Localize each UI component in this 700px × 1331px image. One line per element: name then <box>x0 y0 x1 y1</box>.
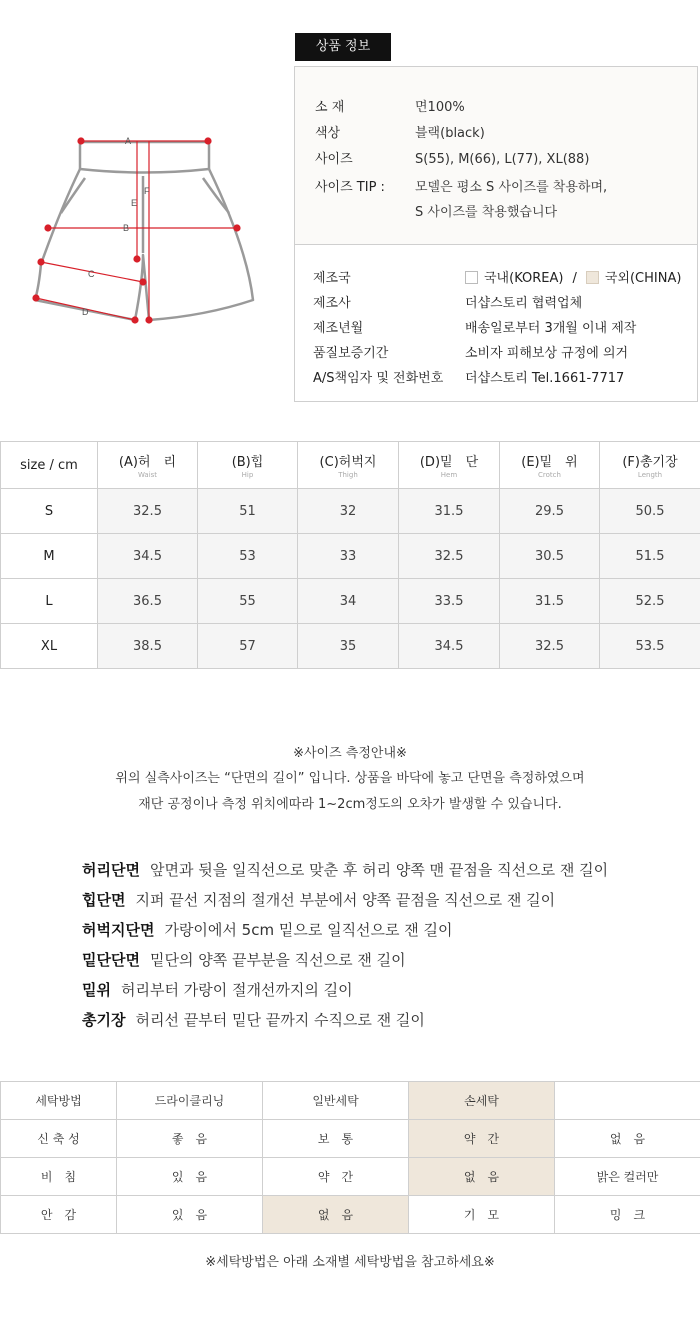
definition-desc: 앞면과 뒷을 일직선으로 맞춘 후 허리 양쪽 맨 끝점을 직선으로 잰 길이 <box>149 861 609 879</box>
spec-color-value: 블랙(black) <box>415 126 485 141</box>
care-option: 밝은 컬러만 <box>555 1158 700 1196</box>
care-option-selected: 손세탁 <box>409 1082 555 1120</box>
size-table-corner: size / cm <box>1 442 98 489</box>
label-a: A <box>125 136 132 146</box>
size-cell: 34.5 <box>399 624 500 669</box>
size-cell: 32.5 <box>500 624 600 669</box>
definition-term: 허리단면 <box>82 861 140 879</box>
made-date-label: 제조년월 <box>313 321 364 336</box>
size-cell: 57 <box>198 624 298 669</box>
care-row-wash <box>1 1082 700 1120</box>
care-footer-note: ※세탁방법은 아래 소재별 세탁방법을 참고하세요※ <box>205 1255 495 1270</box>
definition-waist <box>82 855 682 885</box>
size-cell: 35 <box>298 624 399 669</box>
size-table-header <box>1 442 700 489</box>
label-d: D <box>82 307 89 317</box>
care-option: 없 음 <box>555 1120 700 1158</box>
label-c: C <box>88 269 95 279</box>
size-cell: 33.5 <box>399 579 500 624</box>
definition-length <box>82 1005 682 1035</box>
spec-size-tip-value-2: S 사이즈를 착용했습니다 <box>415 205 558 220</box>
product-info-tag: 상품 정보 <box>295 33 391 61</box>
size-row-m <box>1 534 700 579</box>
size-label: M <box>1 534 98 579</box>
size-cell: 50.5 <box>600 489 700 534</box>
as-contact-value: 더샵스토리 Tel.1661-7717 <box>465 371 625 386</box>
product-info-box <box>294 66 698 402</box>
care-option: 약 간 <box>263 1158 409 1196</box>
column-crotch-label: (E)밑 위 <box>521 455 578 470</box>
care-option: 보 통 <box>263 1120 409 1158</box>
maker-value: 더샵스토리 협력업체 <box>465 296 583 311</box>
column-hip-en: Hip <box>241 471 254 479</box>
care-option-selected: 약 간 <box>409 1120 555 1158</box>
origin-china-checkbox <box>586 271 599 284</box>
care-row-label: 안 감 <box>1 1196 117 1234</box>
size-cell: 32.5 <box>98 489 198 534</box>
warranty-label: 품질보증기간 <box>313 346 389 361</box>
size-label: L <box>1 579 98 624</box>
column-header-hip <box>198 442 298 489</box>
size-cell: 32 <box>298 489 399 534</box>
care-row-sheer <box>1 1158 700 1196</box>
definition-desc: 가랑이에서 5cm 밑으로 일직선으로 잰 길이 <box>164 921 453 939</box>
definition-term: 힙단면 <box>82 891 126 909</box>
size-cell: 34 <box>298 579 399 624</box>
column-header-waist <box>98 442 198 489</box>
size-cell: 53 <box>198 534 298 579</box>
size-cell: 33 <box>298 534 399 579</box>
care-row-label: 신 축 성 <box>1 1120 117 1158</box>
origin-korea-label: 국내(KOREA) <box>484 271 564 286</box>
column-header-hem <box>399 442 500 489</box>
origin-china-label: 국외(CHINA) <box>604 271 682 286</box>
definition-term: 허벅지단면 <box>82 921 155 939</box>
size-cell: 51 <box>198 489 298 534</box>
spec-material-label: 소 재 <box>315 100 345 115</box>
size-cell: 38.5 <box>98 624 198 669</box>
spec-color-label: 색상 <box>315 126 341 141</box>
size-cell: 51.5 <box>600 534 700 579</box>
definition-desc: 허리부터 가랑이 절개선까지의 길이 <box>120 981 353 999</box>
size-cell: 34.5 <box>98 534 198 579</box>
care-option-selected: 없 음 <box>409 1158 555 1196</box>
care-option: 좋 음 <box>117 1120 263 1158</box>
column-waist-en: Waist <box>137 471 158 479</box>
size-cell: 30.5 <box>500 534 600 579</box>
shorts-measurement-diagram <box>25 128 270 338</box>
size-cell: 31.5 <box>500 579 600 624</box>
size-cell: 29.5 <box>500 489 600 534</box>
column-length-en: Length <box>637 471 663 479</box>
product-spec-panel <box>295 67 697 245</box>
warranty-value: 소비자 피해보상 규정에 의거 <box>465 346 629 361</box>
spec-size-tip-value: 모델은 평소 S 사이즈를 착용하며, <box>415 180 608 195</box>
size-cell: 53.5 <box>600 624 700 669</box>
column-hem-label: (D)밑 단 <box>419 455 479 470</box>
size-row-s <box>1 489 700 534</box>
spec-size-value: S(55), M(66), L(77), XL(88) <box>415 152 590 167</box>
size-cell: 36.5 <box>98 579 198 624</box>
care-row-label: 세탁방법 <box>1 1082 117 1120</box>
size-cell: 52.5 <box>600 579 700 624</box>
size-table <box>0 441 700 669</box>
origin-separator: / <box>572 271 577 286</box>
column-waist-label: (A)허 리 <box>118 455 177 470</box>
care-option: 드라이클리닝 <box>117 1082 263 1120</box>
origin-options <box>465 270 700 288</box>
care-row-label: 비 침 <box>1 1158 117 1196</box>
label-e: E <box>131 198 138 208</box>
size-label: S <box>1 489 98 534</box>
column-length-label: (F)총기장 <box>622 455 678 470</box>
care-option-selected: 없 음 <box>263 1196 409 1234</box>
column-thigh-en: Thigh <box>338 471 358 479</box>
label-b: B <box>123 223 130 233</box>
as-contact-label: A/S책임자 및 전화번호 <box>313 371 444 386</box>
column-header-crotch <box>500 442 600 489</box>
definition-thigh <box>82 915 682 945</box>
measure-notice-title: ※사이즈 측정안내※ <box>293 746 407 761</box>
definition-term: 총기장 <box>82 1011 126 1029</box>
care-option: 일반세탁 <box>263 1082 409 1120</box>
definition-hem <box>82 945 682 975</box>
shorts-outline <box>35 142 253 320</box>
care-row-lining <box>1 1196 700 1234</box>
size-row-l <box>1 579 700 624</box>
definition-desc: 밑단의 양쪽 끝부분을 직선으로 잰 길이 <box>149 951 406 969</box>
size-cell: 32.5 <box>399 534 500 579</box>
size-label: XL <box>1 624 98 669</box>
column-thigh-label: (C)허벅지 <box>319 455 377 470</box>
care-option: 기 모 <box>409 1196 555 1234</box>
definition-term: 밑위 <box>82 981 111 999</box>
made-date-value: 배송일로부터 3개월 이내 제작 <box>465 321 637 336</box>
column-header-length <box>600 442 700 489</box>
measure-notice-line-1: 위의 실측사이즈는 “단면의 길이” 입니다. 상품을 바닥에 놓고 단면을 측정하였으며 <box>115 771 585 786</box>
care-table <box>0 1081 700 1234</box>
measurement-definitions <box>82 855 682 1035</box>
maker-label: 제조사 <box>313 296 351 311</box>
care-option: 있 음 <box>117 1158 263 1196</box>
column-crotch-en: Crotch <box>538 471 561 479</box>
definition-crotch <box>82 975 682 1005</box>
definition-desc: 허리선 끝부터 밑단 끝까지 수직으로 잰 길이 <box>135 1011 425 1029</box>
care-option: 있 음 <box>117 1196 263 1234</box>
origin-korea-checkbox <box>465 271 478 284</box>
column-hip-label: (B)힙 <box>231 455 264 470</box>
definition-term: 밑단단면 <box>82 951 140 969</box>
size-cell: 31.5 <box>399 489 500 534</box>
size-row-xl <box>1 624 700 669</box>
spec-size-label: 사이즈 <box>315 152 353 167</box>
spec-material-value: 면100% <box>415 100 465 115</box>
definition-hip <box>82 885 682 915</box>
spec-size-tip-label: 사이즈 TIP : <box>315 180 385 195</box>
column-header-thigh <box>298 442 399 489</box>
care-option: 밍 크 <box>555 1196 700 1234</box>
waistband-outline <box>80 142 209 173</box>
size-cell: 55 <box>198 579 298 624</box>
care-option <box>555 1082 700 1120</box>
column-hem-en: Hem <box>440 471 458 479</box>
care-row-stretch <box>1 1120 700 1158</box>
definition-desc: 지퍼 끝선 지점의 절개선 부분에서 양쪽 끝점을 직선으로 잰 길이 <box>135 891 556 909</box>
label-f: F <box>144 186 150 196</box>
measure-notice-line-2: 재단 공정이나 측정 위치에따라 1~2cm정도의 오차가 발생할 수 있습니다. <box>138 797 562 812</box>
origin-label: 제조국 <box>313 271 351 286</box>
